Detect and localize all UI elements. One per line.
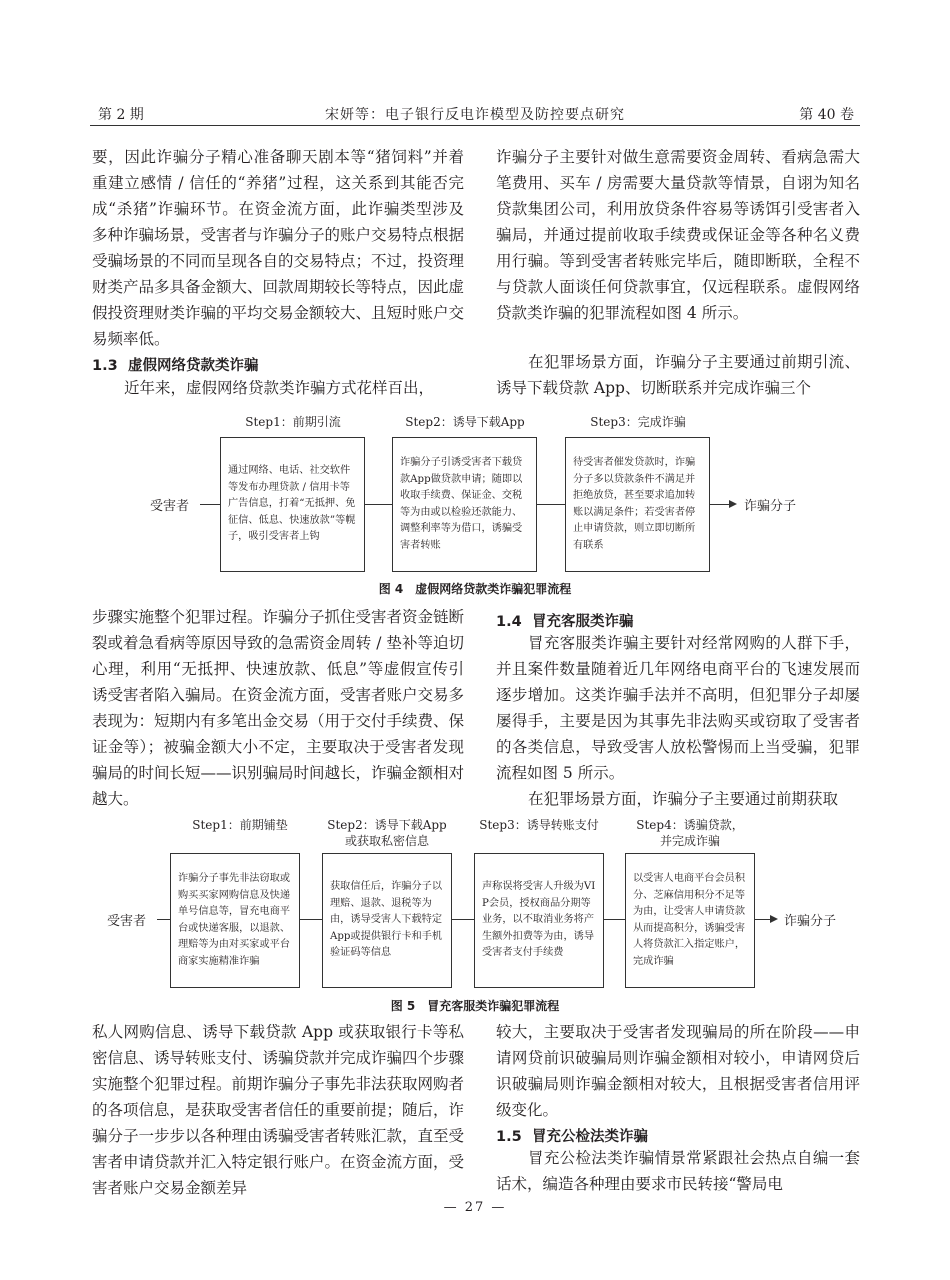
fig5-step3-label: Step3：诱导转账支付 — [479, 818, 599, 832]
fig4-connector — [710, 504, 730, 505]
paragraph-top-right: 诈骗分子主要针对做生意需要资金周转、看病急需大笔费用、买车 / 房需要大量贷款等情景，自诩为知名贷款集团公司，利用放贷条件容易等诱饵引受害者入骗局，并通过提前收取手续费或保证金等各种名义费用行骗。等到受害者转账完毕后，随即断联，全程不与贷款人面谈任何贷款事宜，仅远程联系。虚假网络贷款类诈骗的犯罪流程如图 4 所示。 — [496, 148, 860, 322]
fig4-step1-box — [220, 437, 365, 572]
fig5-step4-box — [625, 853, 755, 988]
fig5-connector — [604, 919, 625, 920]
fig5-step1-box — [170, 853, 300, 988]
volume-number: 第 40 卷 — [799, 107, 854, 123]
section-title: 虚假网络贷款类诈骗 — [128, 358, 259, 374]
fig5-step1-text: 诈骗分子事先非法窃取或购买买家网购信息及快递单号信息等，冒充电商平台或快递客服，以退款、理赔等为由对买家或平台商家实施精准诈骗 — [178, 873, 291, 967]
fig4-connector — [537, 504, 565, 505]
fig5-step2-label: Step2：诱导下载App 或获取私密信息 — [327, 818, 447, 848]
fig5-connector — [452, 919, 474, 920]
fig4-victim-label: 受害者 — [150, 499, 190, 514]
fig4-step1-label: Step1：前期引流 — [245, 415, 341, 429]
paragraph-1-5: 冒充公检法类诈骗情景常紧跟社会热点自编一套话术，编造各种理由要求市民转接“警局电 — [496, 1149, 860, 1193]
section-title: 冒充公检法类诈骗 — [532, 1129, 648, 1145]
fig4-arrow-icon — [729, 500, 737, 508]
page-number: — 27 — — [443, 1200, 507, 1215]
fig5-step4-text: 以受害人电商平台会员积分、芝麻信用积分不足等为由，让受害人申请贷款从而提高积分，诱骗受害人将贷款汇入指定账户，完成诈骗 — [633, 873, 746, 967]
paragraph-1-4: 冒充客服类诈骗主要针对经常网购的人群下手，并且案件数量随着近几年网络电商平台的飞速发展而逐步增加。这类诈骗手法并不高明，但犯罪分子却屡屡得手，主要是因为其事先非法购买或窃取了受害者的各类信息，导致受害人放松警惕而上当受骗，犯罪流程如图 5 所示。 — [496, 634, 860, 782]
paragraph-mid-right-2: 在犯罪场景方面，诈骗分子主要通过前期获取 — [528, 790, 839, 808]
section-title: 冒充客服类诈骗 — [532, 614, 634, 630]
fig5-connector — [755, 919, 771, 920]
running-header — [90, 102, 860, 126]
fig4-step2-text: 诈骗分子引诱受害者下载贷款App做贷款申请；随即以收取手续费、保证金、交税等为由或以检验还款能力、调整利率等为借口，诱骗受害者转账 — [400, 457, 523, 551]
fig5-connector — [300, 919, 322, 920]
fig4-step2-label: Step2：诱导下载App — [405, 415, 525, 429]
fig4-step1-text: 通过网络、电话、社交软件等发布办理贷款 / 信用卡等广告信息，打着“无抵押、免征信、低息、快速放款”等幌子，吸引受害者上钩 — [228, 465, 356, 543]
fig4-step3-box — [565, 437, 710, 572]
running-title: 宋妍等：电子银行反电诈模型及防控要点研究 — [325, 107, 625, 123]
fig5-victim-label: 受害者 — [107, 914, 147, 929]
section-heading-1-3 — [92, 354, 259, 375]
paragraph-bottom-left: 私人网购信息、诱导下载贷款 App 或获取银行卡等私密信息、诱导转账支付、诱骗贷款并完成诈骗四个步骤实施整个犯罪过程。前期诈骗分子事先非法获取网购者的各项信息，是获取受害者信任的重要前提；随后，诈骗分子一步步以各种理由诱骗受害者转账汇款，直至受害者申请贷款并汇入特定银行账户。在资金流方面，受害者账户交易金额差异 — [92, 1023, 465, 1197]
fig5-step3-text: 声称误将受害人升级为VIP会员，授权商品分期等业务，以不取消业务将产生额外扣费等为由，诱导受害者支付手续费 — [482, 881, 596, 959]
fig4-fraudster-label: 诈骗分子 — [744, 499, 797, 514]
paragraph-bottom-right: 较大，主要取决于受害者发现骗局的所在阶段——申请网贷前识破骗局则诈骗金额相对较小，申请网贷后识破骗局则诈骗金额相对较大，且根据受害者信用评级变化。 — [496, 1023, 860, 1119]
paragraph-top-right-2: 在犯罪场景方面，诈骗分子主要通过前期引流、诱导下载贷款 App、切断联系并完成诈骗三个 — [496, 353, 860, 397]
fig5-fraudster-label: 诈骗分子 — [784, 914, 837, 929]
paragraph-1-3-intro: 近年来，虚假网络贷款类诈骗方式花样百出， — [124, 379, 435, 397]
fig4-caption: 图 4 虚假网络贷款类诈骗犯罪流程 — [378, 582, 572, 596]
fig4-connector — [200, 504, 220, 505]
section-heading-1-5 — [496, 1125, 648, 1146]
section-number: 1.5 — [496, 1129, 522, 1145]
paragraph-mid-left: 步骤实施整个犯罪过程。诈骗分子抓住受害者资金链断裂或着急看病等原因导致的急需资金周转 / 垫补等迫切心理，利用“无抵押、快速放款、低息”等虚假宣传引诱受害者陷入骗局。在资金流方面，受害者账户交易多表现为：短期内有多笔出金交易（用于交付手续费、保证金等）；被骗金额大小不定，主要取决于受害者发现骗局的时间长短——识别骗局时间越长，诈骗金额相对越大。 — [92, 608, 465, 808]
section-heading-1-4 — [496, 610, 634, 631]
section-number: 1.3 — [92, 358, 118, 374]
paragraph-top-left: 要，因此诈骗分子精心准备聊天剧本等“猪饲料”并着重建立感情 / 信任的“养猪”过程，这关系到其能否完成“杀猪”诈骗环节。在资金流方面，此诈骗类型涉及多种诈骗场景，受害者与诈骗分子的账户交易特点根据受骗场景的不同而呈现各自的交易特点；不过，投资理财类产品多具备金额大、回款周期较长等特点，因此虚假投资理财类诈骗的平均交易金额较大、且短时账户交易频率低。 — [92, 148, 465, 348]
fig5-step3-box — [474, 853, 604, 988]
fig5-step2-box — [322, 853, 452, 988]
fig5-step4-label: Step4：诱骗贷款， 并完成诈骗 — [636, 818, 744, 848]
issue-number: 第 2 期 — [98, 107, 144, 123]
fig4-connector — [365, 504, 392, 505]
section-number: 1.4 — [496, 614, 522, 630]
fig5-arrow-icon — [770, 915, 778, 923]
fig4-step3-label: Step3：完成诈骗 — [590, 415, 686, 429]
fig4-step3-text: 待受害者催发贷款时，诈骗分子多以贷款条件不满足并拒绝放贷，甚至要求追加转账以满足条件；若受害者停止申请贷款，则立即切断所有联系 — [573, 457, 696, 551]
fig5-step2-text: 获取信任后，诈骗分子以理赔、退款、退税等为由，诱导受害人下载特定App或提供银行卡和手机验证码等信息 — [330, 881, 443, 959]
fig5-caption: 图 5 冒充客服类诈骗犯罪流程 — [390, 999, 560, 1013]
fig5-step1-label: Step1：前期铺垫 — [192, 818, 288, 832]
fig5-connector — [157, 919, 170, 920]
fig4-step2-box — [392, 437, 537, 572]
